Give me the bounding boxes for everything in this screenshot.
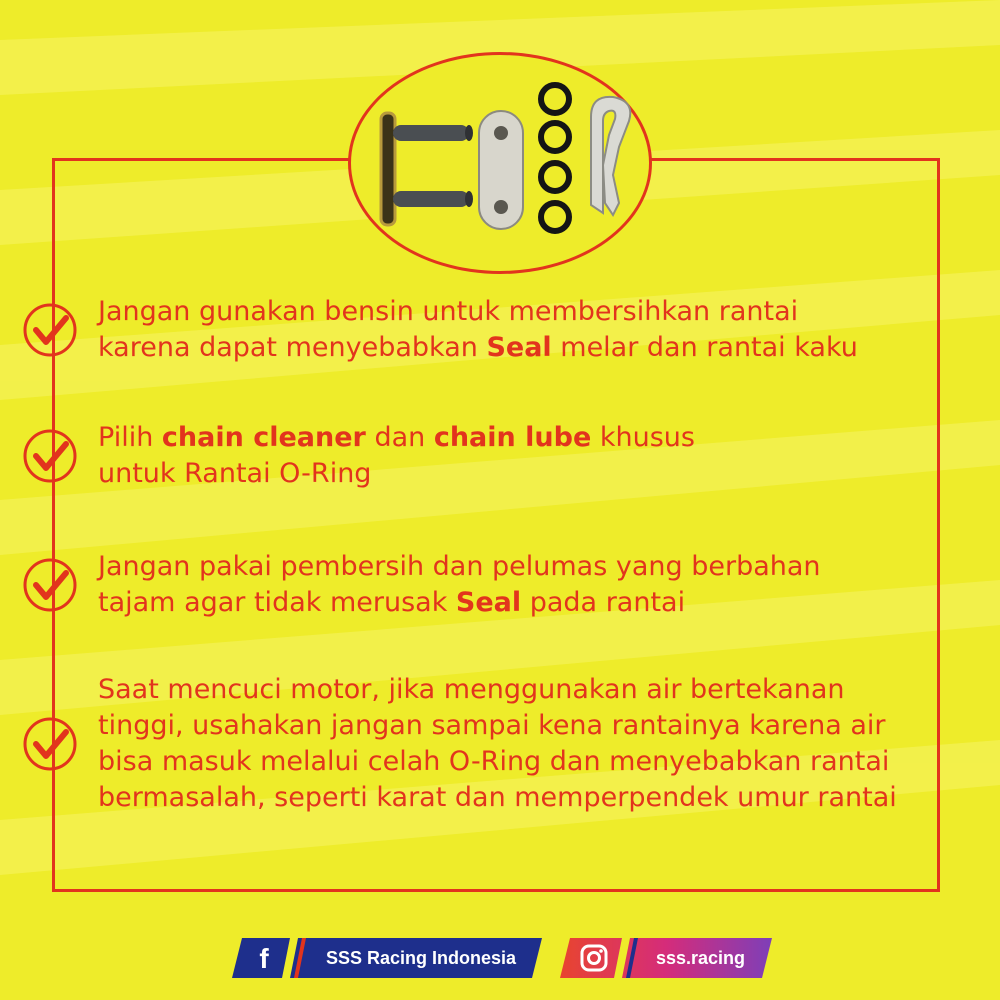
product-medallion <box>348 52 652 274</box>
check-circle-icon <box>22 557 78 613</box>
tip-segment: Jangan pakai pembersih dan pelumas yang berbahan <box>98 551 821 582</box>
tip-text <box>98 420 695 492</box>
tip-line <box>98 744 897 780</box>
tip-line <box>98 420 695 456</box>
tip-line <box>98 456 695 492</box>
tip-segment: karena dapat menyebabkan <box>98 332 487 363</box>
tip-item <box>22 672 962 816</box>
facebook-icon: f <box>259 943 269 974</box>
tip-segment: bisa masuk melalui celah O-Ring dan menyebabkan rantai <box>98 746 890 777</box>
tip-text <box>98 549 821 621</box>
tip-line <box>98 330 858 366</box>
tip-emphasis: Seal <box>455 587 522 618</box>
tip-segment: tinggi, usahakan jangan sampai kena rantainya karena air <box>98 710 886 741</box>
tip-text <box>98 672 897 816</box>
tip-segment: pada rantai <box>521 587 686 618</box>
tip-line <box>98 708 897 744</box>
tip-segment: Jangan gunakan bensin untuk membersihkan rantai <box>98 296 799 327</box>
chain-master-link-illustration <box>351 55 649 271</box>
tip-item <box>22 420 962 492</box>
tip-line <box>98 585 821 621</box>
check-circle-icon <box>22 716 78 772</box>
tip-item <box>22 294 962 366</box>
tip-emphasis: chain cleaner <box>161 422 366 453</box>
tip-line <box>98 294 858 330</box>
instagram-label: sss.racing <box>656 947 746 968</box>
tip-line <box>98 780 897 816</box>
tip-segment: Saat mencuci motor, jika menggunakan air bertekanan <box>98 674 845 705</box>
tip-segment: dan <box>365 422 434 453</box>
tip-item <box>22 549 962 621</box>
tip-line <box>98 549 821 585</box>
facebook-badge[interactable] <box>232 938 542 978</box>
tip-emphasis: chain lube <box>433 422 592 453</box>
tip-segment: melar dan rantai kaku <box>551 332 858 363</box>
facebook-label: SSS Racing Indonesia <box>326 947 517 968</box>
tip-segment: Pilih <box>98 422 162 453</box>
tip-segment: khusus <box>591 422 695 453</box>
tip-emphasis: Seal <box>486 332 552 363</box>
instagram-badge[interactable] <box>560 938 772 978</box>
check-circle-icon <box>22 302 78 358</box>
tip-segment: bermasalah, seperti karat dan memperpendek umur rantai <box>98 782 897 813</box>
tip-text <box>98 294 858 366</box>
tip-segment: tajam agar tidak merusak <box>98 587 456 618</box>
tip-line <box>98 672 897 708</box>
tip-segment: untuk Rantai O-Ring <box>98 458 372 489</box>
check-circle-icon <box>22 428 78 484</box>
